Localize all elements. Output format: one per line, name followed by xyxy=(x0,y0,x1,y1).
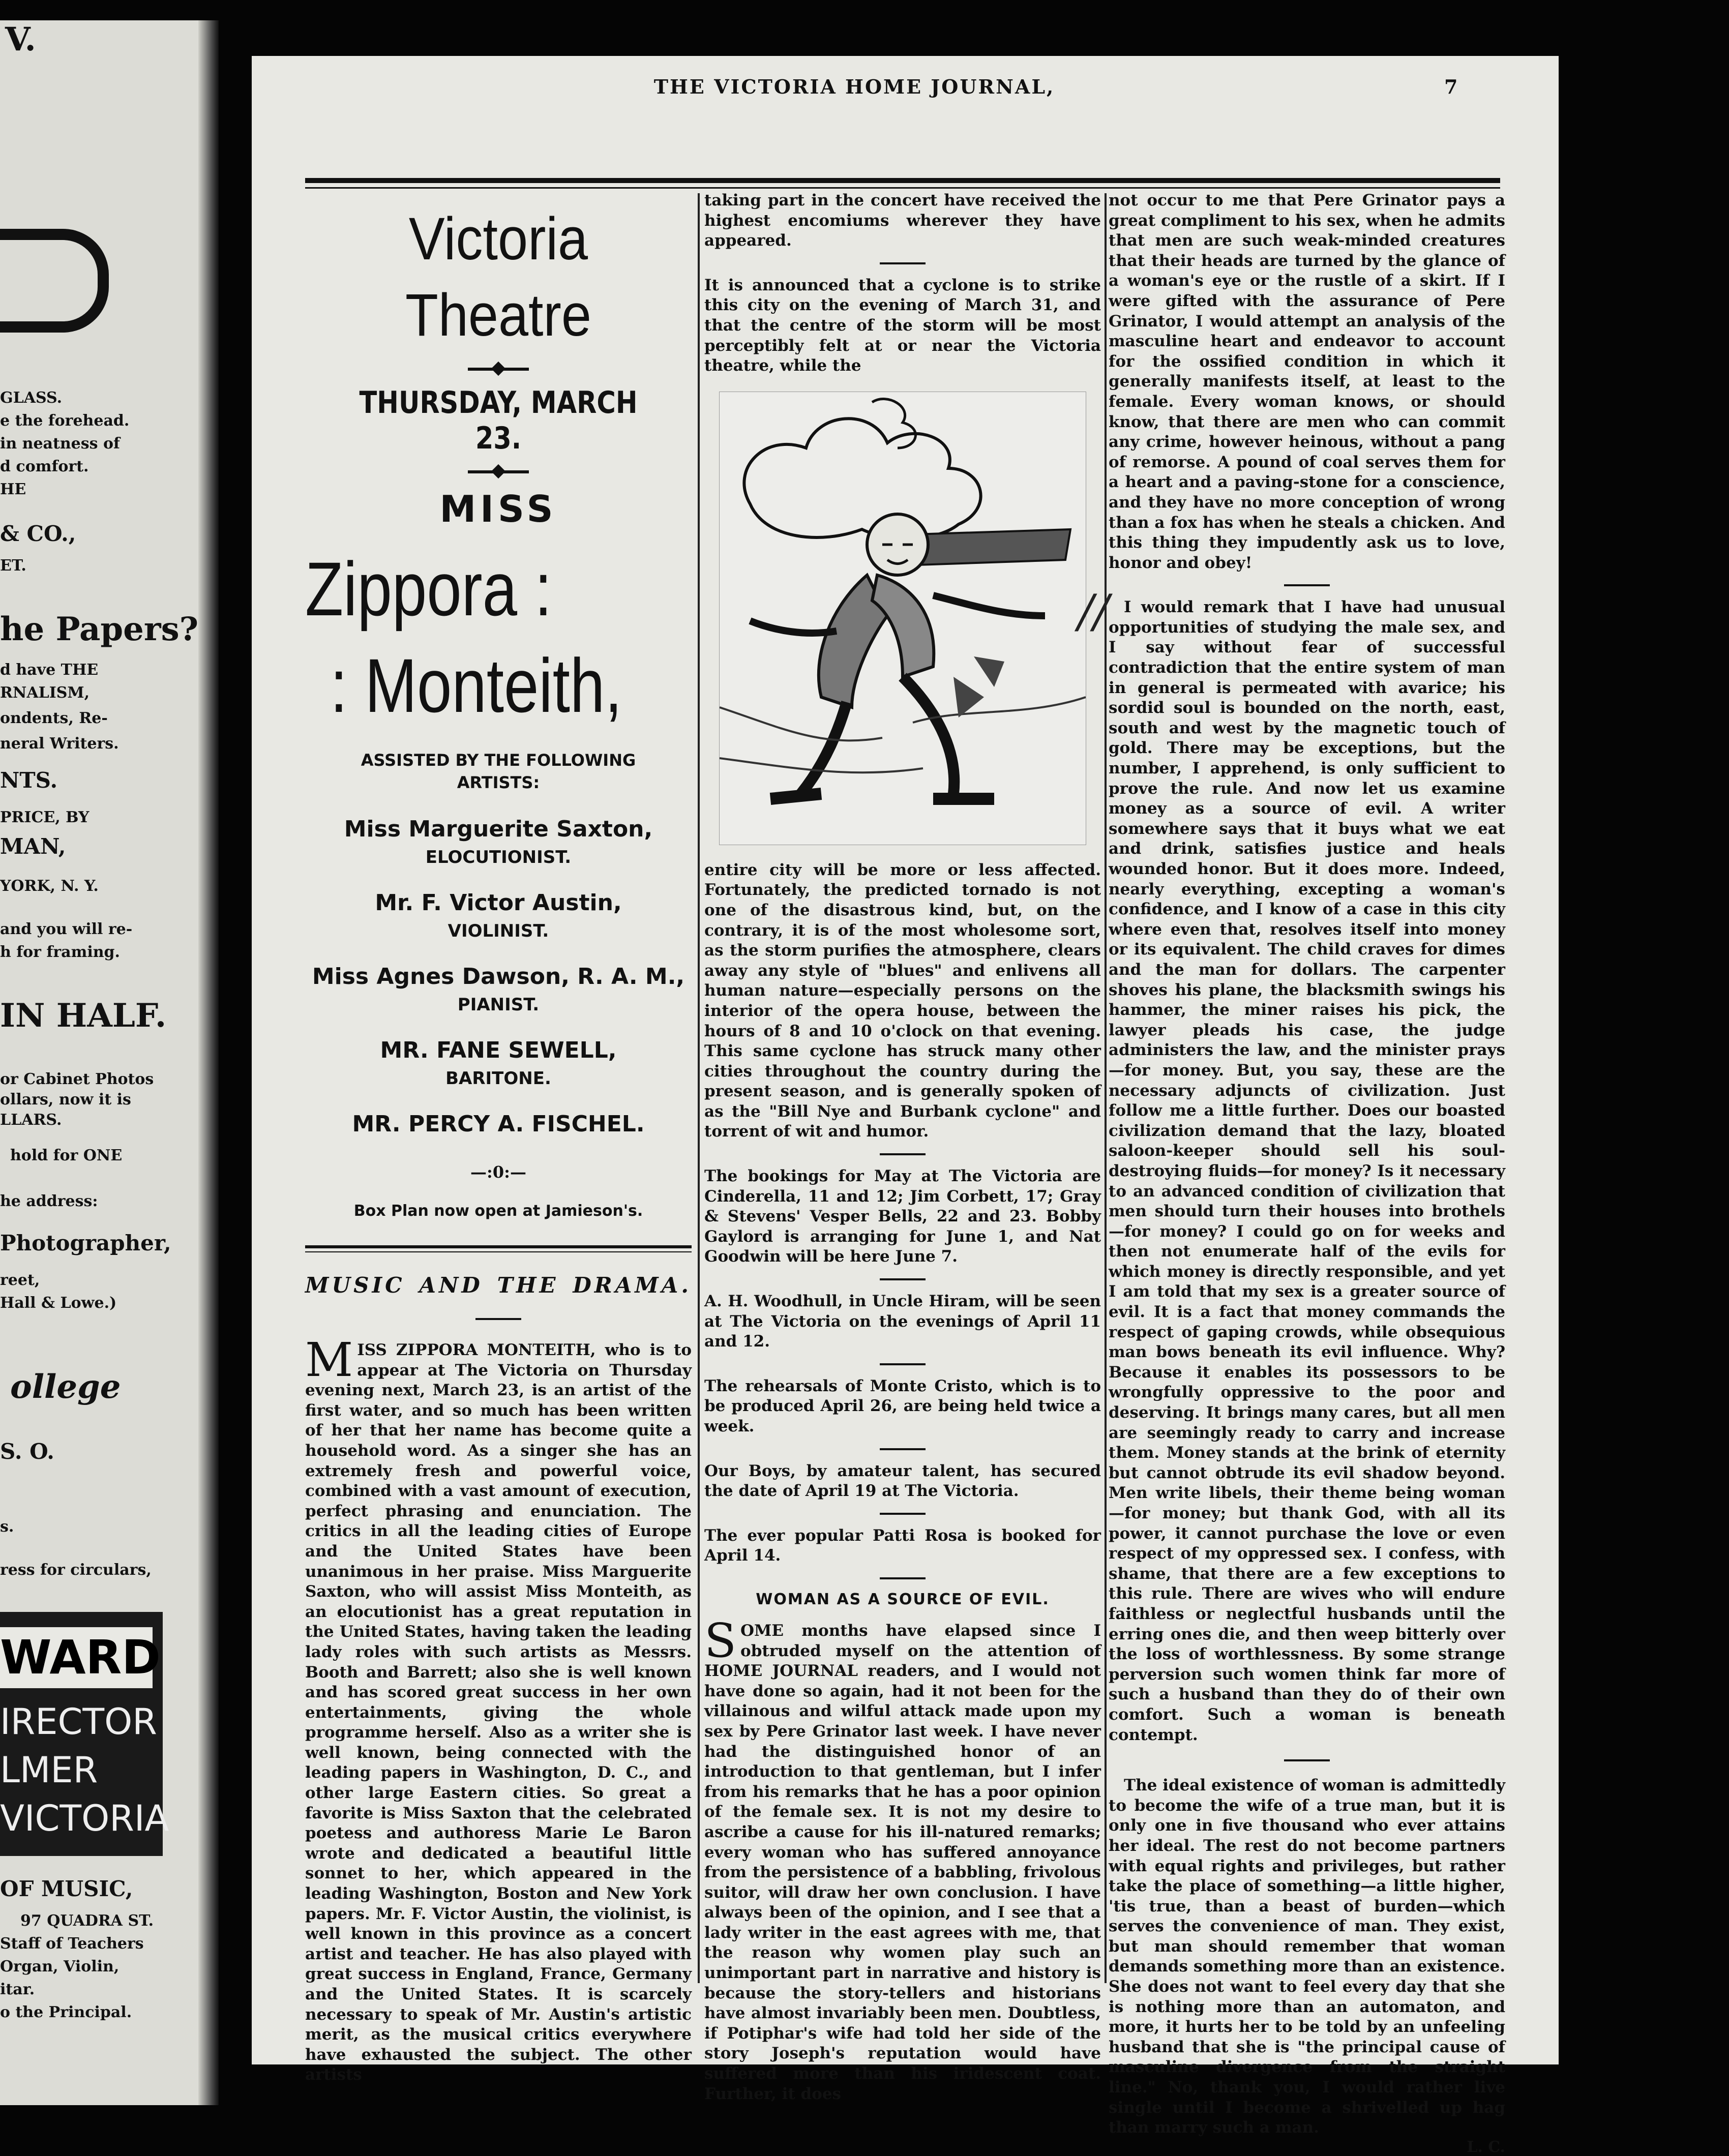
page-gutter xyxy=(198,20,219,2105)
banner-line: IRECTOR xyxy=(0,1701,157,1743)
left-fragment: HE xyxy=(0,481,26,498)
left-fragment: IN HALF. xyxy=(0,997,167,1035)
artist-name: Mr. F. Victor Austin, xyxy=(375,890,622,916)
music-school-banner xyxy=(0,1612,169,1856)
left-fragment: in neatness of xyxy=(0,435,120,453)
left-fragment: o the Principal. xyxy=(0,2003,132,2021)
section-rule-thin xyxy=(305,1251,692,1252)
left-fragment: d have THE xyxy=(0,661,99,679)
left-fragment: GLASS. xyxy=(0,389,63,407)
left-fragment: and you will re- xyxy=(0,920,133,938)
artist-role: PIANIST. xyxy=(457,995,540,1015)
section-title: MUSIC AND THE DRAMA. xyxy=(305,1273,692,1298)
left-fragment: NTS. xyxy=(0,768,58,793)
left-fragment: ondents, Re- xyxy=(0,709,108,727)
left-fragment: reet, xyxy=(0,1271,40,1289)
left-fragment: YORK, N. Y. xyxy=(0,877,99,895)
article-paragraph: taking part in the concert have received the highest encomiums wherever they have appeared. xyxy=(704,191,1101,250)
artist-role: BARITONE. xyxy=(445,1068,551,1089)
left-fragment: e the forehead. xyxy=(0,412,130,430)
spectacles-icon xyxy=(0,229,109,333)
left-fragment: or Cabinet Photos xyxy=(0,1070,154,1088)
column-divider xyxy=(1105,193,1107,1983)
left-fragment: d comfort. xyxy=(0,458,89,475)
short-rule xyxy=(880,1577,926,1579)
page-number: 7 xyxy=(1444,75,1458,98)
cartoon-drawing xyxy=(720,392,1086,845)
left-fragment: 97 QUADRA ST. xyxy=(20,1912,154,1930)
left-fragment: s. xyxy=(0,1518,14,1536)
article-paragraph: The ideal existence of woman is admittedly to become the wife of a true man, but it is only one in five thousand who ever attains her ideal. The rest do not become partners with equal rights and privileges, but rather take the place of something—a little higher, 'tis true, than a beast of burden—which serves the convenience of man. They exist, but man should remember that woman demands something more than an existence. She does not want to feel every day that she is nothing more than an automaton, and more, it hurts her to be told by an unfeeling husband that she is "the principal cause of masculine divergence from the straight line." No, thank you, I would rather live single until I become a shrivelled up hag than marry such a man. xyxy=(1109,1776,1505,2137)
header-rule xyxy=(305,178,1500,183)
article-paragraph: not occur to me that Pere Grinator pays a great compliment to his sex, when he admits that men are such weak-minded creatures that their heads are turned by the glance of a woman's eye or the rustle of a skirt. If I were gifted with the assurance of Pere Grinator, I would attempt an analysis of the masculine heart and endeavor to account for the ossified condition in which it generally manifests itself, at least to the female. Every woman knows, or should know, that there are men who can commit any crime, however heinous, without a pang of remorse. A pound of coal serves them for a heart and a paving-stone for a conscience, and they have no more conception of wrong than a fox has when he steals a chicken. And this thing they impudently ask us to love, honor and obey! xyxy=(1109,191,1505,572)
artist-name: Miss Agnes Dawson, R. A. M., xyxy=(312,964,685,990)
left-fragment: V. xyxy=(5,20,36,58)
article-paragraph: The rehearsals of Monte Cristo, which is to be produced April 26, are being held twice a week. xyxy=(704,1376,1101,1435)
banner-line: VICTORIA xyxy=(0,1798,169,1839)
left-fragment: h for framing. xyxy=(0,943,120,961)
left-fragment: he address: xyxy=(0,1192,98,1210)
short-rule xyxy=(880,1153,926,1155)
short-rule xyxy=(880,262,926,264)
left-fragment: Photographer, xyxy=(0,1231,171,1255)
article-paragraph: entire city will be more or less affected. Fortunately, the predicted tornado is not one of the disastrous kind, but, on the contrary, it is of the most wholesome sort, as the storm purifies the atmosphere, clears away any style of "blues" and enlivens all human nature—especially persons on the interior of the opera house, between the hours of 8 and 10 o'clock on that evening. This same cyclone has struck many other cities throughout the country during the present season, and is generally spoken of as the "Bill Nye and Burbank cyclone" and torrent of wit and humor. xyxy=(704,860,1101,1141)
article-paragraph: SOME months have elapsed since I obtruded myself on the attention of HOME JOURNAL readers, and I would not have done so again, had it not been for the villainous and wilful attack made upon my sex by Pere Grinator last week. I have never had the distinguished honor of an introduction to that gentleman, but I infer from his remarks that he has a poor opinion of the female sex. It is not my desire to ascribe a cause for his ill-natured remarks; every woman who has suffered annoyance from the persistence of a babbling, frivolous suitor, will draw her own conclusion. I have always been of the opinion, and I see that a lady writer in the east agrees with me, that the reason why women play such an unimportant part in narrative and history is because the story-tellers and historians have almost invariably been men. Doubtless, if Potiphar's wife had told her side of the story Joseph's reputation would have suffered more than his iridescent coat. Further, it does xyxy=(704,1613,1101,2103)
article-paragraph: It is announced that a cyclone is to strike this city on the evening of March 31, and that the centre of the storm will be most perceptibly felt at or near the Victoria theatre, while the xyxy=(704,276,1101,375)
cyclone-cartoon-illustration xyxy=(719,392,1086,845)
left-fragment: Organ, Violin, xyxy=(0,1958,120,1975)
short-rule xyxy=(880,1513,926,1515)
short-rule xyxy=(880,1448,926,1450)
left-fragment: ET. xyxy=(0,557,26,575)
left-fragment: itar. xyxy=(0,1981,35,1998)
artist-role: ELOCUTIONIST. xyxy=(425,847,572,867)
left-fragment: he Papers? xyxy=(0,610,199,648)
performer-name-first: Zippora : xyxy=(305,546,552,632)
column-2 xyxy=(704,191,1101,2104)
artist-role: VIOLINIST. xyxy=(448,921,549,941)
performer-title: MISS xyxy=(439,488,557,530)
left-fragment: ollege xyxy=(10,1368,121,1406)
left-fragment: ress for circulars, xyxy=(0,1561,152,1579)
theatre-advert xyxy=(305,201,692,1220)
event-date: THURSDAY, MARCH 23. xyxy=(359,385,638,456)
handwritten-mark: // xyxy=(1078,585,1109,638)
left-fragment: neral Writers. xyxy=(0,735,119,753)
short-rule xyxy=(880,1363,926,1365)
box-plan-notice: Box Plan now open at Jamieson's. xyxy=(353,1202,643,1220)
header-rule-thin xyxy=(305,187,1500,189)
column-1 xyxy=(305,191,692,2085)
section-rule xyxy=(305,1245,692,1248)
banner-line: LMER xyxy=(0,1749,98,1791)
column-3 xyxy=(1109,191,1505,2156)
article-paragraph: The bookings for May at The Victoria are Cinderella, 11 and 12; Jim Corbett, 17; Gray & Stevens' Vesper Bells, 22 and 23. Bobby Gaylord is arranging for June 1, and Nat Goodwin will be here June 7. xyxy=(704,1167,1101,1266)
short-rule xyxy=(1284,1759,1330,1761)
advert-separator: —:0:— xyxy=(470,1162,526,1182)
column-divider xyxy=(698,193,700,1983)
artist-name: Miss Marguerite Saxton, xyxy=(344,816,653,842)
left-fragment: hold for ONE xyxy=(10,1147,123,1164)
article-paragraph: MISS ZIPPORA MONTEITH, who is to appear at The Victoria on Thursday evening next, March 23, is an artist of the first water, and so much has been written of her that her name has become quite a household word. As a singer she has an extremely fresh and powerful voice, combined with a vast amount of execution, perfect phrasing and enunciation. The critics in all the leading cities of Europe and the United States have been unanimous in her praise. Miss Marguerite Saxton, who will assist Miss Monteith, as an elocutionist has a great reputation in the United States, having taken the leading lady roles with such artists as Messrs. Booth and Barrett; also she is well known and has scored great success in her own entertainments, giving the whole programme herself. Also as a writer she is well known, being connected with the leading papers in Washington, D. C., and other large Eastern cities. So great a favorite is Miss Saxton that the celebrated poetess and authoress Marie Le Baron wrote and dedicated a beautiful little sonnet to her, which appeared in the leading Washington, Boston and New York papers. Mr. F. Victor Austin, the violinist, is well known in this province as a concert artist and teacher. He has also played with great success in England, France, Germany and the United States. It is scarcely necessary to speak of Mr. Austin's artistic merit, as the musical critics everywhere have exhausted the subject. The other artists xyxy=(305,1333,692,2084)
left-fragment: RNALISM, xyxy=(0,684,90,702)
left-fragment: OF MUSIC, xyxy=(0,1876,133,1901)
page-header: THE VICTORIA HOME JOURNAL, xyxy=(653,75,1055,98)
left-fragment: & CO., xyxy=(0,521,76,546)
article-title: WOMAN AS A SOURCE OF EVIL. xyxy=(756,1590,1050,1608)
ornament-divider xyxy=(468,368,529,371)
short-rule xyxy=(475,1318,521,1320)
short-rule xyxy=(1284,584,1330,586)
left-fragment: Staff of Teachers xyxy=(0,1935,144,1953)
left-fragment: ollars, now it is xyxy=(0,1091,131,1109)
artist-name: MR. PERCY A. FISCHEL. xyxy=(352,1111,645,1137)
short-rule xyxy=(880,1278,926,1280)
left-fragment: S. O. xyxy=(0,1439,54,1464)
left-fragment: Hall & Lowe.) xyxy=(0,1294,117,1312)
assisted-by: ASSISTED BY THE FOLLOWING ARTISTS: xyxy=(361,751,636,792)
article-paragraph: Our Boys, by amateur talent, has secured the date of April 19 at The Victoria. xyxy=(704,1461,1101,1501)
left-fragment: LLARS. xyxy=(0,1111,62,1129)
left-fragment: PRICE, BY xyxy=(0,809,90,826)
article-paragraph: I would remark that I have had unusual opportunities of studying the male sex, and I say without fear of successful contradiction that the entire system of man in general is permeated with avarice; his sordid soul is bounded on the north, east, south and west by the magnetic touch of gold. There may be exceptions, but the number, I apprehend, is only sufficient to prove the rule. And now let us examine money as a source of evil. A writer somewhere says that it buys what we eat and drink, satisfies justice and heals wounded honor. But it does more. Indeed, nearly everything, excepting a woman's confidence, and I know of a case in this city where even that, resolves itself into money or its equivalent. The child craves for dimes and the man for dollars. The carpenter shoves his plane, the blacksmith swings his hammer, the miner raises his pick, the lawyer pleads his case, the judge administers the law, and the minister prays—for money. But, you say, these are the necessary adjuncts of civilization. Just follow me a little further. Does our boasted civilization demand that the lazy, bloated saloon-keeper should sell his soul-destroying fluids—for money? Is it necessary to an advanced condition of civilization that men should turn their houses into brothels—for money? I could go on for weeks and then not enumerate half of the evils for which money is directly responsible, and yet I am told that my sex is a greater source of evil. It is a fact that money commands the respect of gaping crowds, while obsequious man bows beneath its evil influence. Why? Because it enables its possessors to be wrongfully oppressive to the poor and deserving. It brings many cares, but all men are seemingly ready to carry and increase them. Money stands at the brink of eternity but cannot obtrude its evil shadow beyond. Men write libels, their theme being woman—for money; but thank God, with all its power, it cannot purchase the love or even respect of my oppressed sex. I confess, with shame, that there are a few exceptions to this rule. There are wives who will endure faithless or neglectful husbands until the erring ones die, and then weep bitterly over the loss of worthlessness. By some strange perversion such women think far more of such a husband than they do of their own comfort. Such a woman is beneath contempt. xyxy=(1109,598,1505,1744)
article-signature: L. C. xyxy=(1467,2138,1505,2156)
left-facing-page xyxy=(0,20,219,2105)
banner-title: WARD xyxy=(0,1627,153,1688)
ornament-divider xyxy=(468,470,529,473)
artist-name: MR. FANE SEWELL, xyxy=(380,1037,617,1063)
performer-name-last: : Monteith, xyxy=(330,643,622,728)
article-paragraph: A. H. Woodhull, in Uncle Hiram, will be seen at The Victoria on the evenings of April 11 and 12. xyxy=(704,1292,1101,1351)
article-paragraph: The ever popular Patti Rosa is booked for April 14. xyxy=(704,1526,1101,1565)
venue-title: Victoria Theatre xyxy=(405,205,591,349)
left-fragment: MAN, xyxy=(0,834,66,859)
